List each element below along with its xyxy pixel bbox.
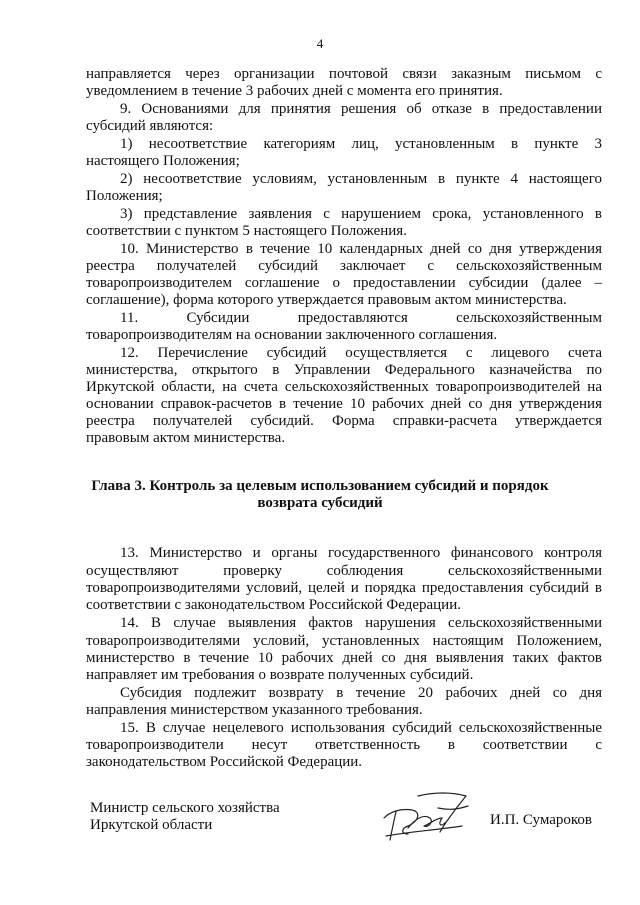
text-line: законодательством Российской Федерации. — [86, 754, 363, 770]
text-line: товаропроизводителем соглашение о предоставлении субсидии (далее – — [86, 275, 602, 291]
handwritten-signature — [378, 788, 474, 846]
text-line: направляется через организации почтовой связи заказным письмом с — [86, 66, 602, 82]
text-line: 2) несоответствие условиям, установленным в пункте 4 настоящего — [120, 171, 602, 187]
text-line: правовым актом министерства. — [86, 430, 286, 446]
text-line: направляет им требования о возврате полученных субсидий. — [86, 667, 474, 683]
text-line: Субсидия подлежит возврату в течение 20 рабочих дней со дня — [120, 685, 602, 701]
text-line: основании справок-расчетов в течение 10 рабочих дней со дня утверждения — [86, 396, 602, 412]
text-line: товаропроизводителями условий, установленных настоящим Положением, — [86, 633, 602, 649]
text-line: 15. В случае нецелевого использования субсидий сельскохозяйственные — [120, 720, 602, 736]
text-line: 12. Перечисление субсидий осуществляется с лицевого счета — [120, 345, 602, 361]
text-line: Иркутской области, на счета сельскохозяйственных товаропроизводителей на — [86, 379, 602, 395]
text-line: соответствии с законодательством Российской Федерации. — [86, 597, 461, 613]
text-line: настоящего Положения; — [86, 153, 240, 169]
text-line: 9. Основаниями для принятия решения об отказе в предоставлении — [120, 101, 602, 117]
page-number: 4 — [316, 36, 324, 51]
text-line: осуществляют проверку соблюдения сельскохозяйственными — [86, 563, 602, 579]
signatory-name: И.П. Сумароков — [490, 812, 593, 828]
chapter-heading-line-2: возврата субсидий — [257, 495, 383, 511]
chapter-heading-line-1: Глава 3. Контроль за целевым использованием субсидий и порядок — [91, 478, 549, 494]
text-line: министерства, открытого в Управлении Федерального казначейства по — [86, 362, 602, 378]
text-line: реестра получателей субсидий. Форма справки-расчета утверждается — [86, 413, 602, 429]
text-line: товаропроизводители несут ответственность в соответствии с — [86, 737, 602, 753]
text-line: товаропроизводителями условий, целей и порядка предоставления субсидий в — [86, 580, 602, 596]
text-line: 3) представление заявления с нарушением срока, установленного в — [120, 206, 602, 222]
text-line: товаропроизводителям на основании заключенного соглашения. — [86, 327, 498, 343]
text-line: реестра получателей субсидий заключает с сельскохозяйственным — [86, 258, 602, 274]
text-line: субсидий являются: — [86, 118, 214, 134]
signatory-position-line-2: Иркутской области — [90, 817, 213, 833]
text-line: министерство в течение 10 рабочих дней со дня выявления таких фактов — [86, 650, 602, 666]
text-line: 11. Субсидии предоставляются сельскохозяйственным — [120, 310, 602, 326]
text-line: соглашение), форма которого утверждается правовым актом министерства. — [86, 292, 567, 308]
text-line: направления министерством указанного требования. — [86, 702, 423, 718]
signatory-position-line-1: Министр сельского хозяйства — [90, 800, 280, 816]
text-line: 13. Министерство и органы государственного финансового контроля — [120, 545, 602, 561]
text-line: 10. Министерство в течение 10 календарных дней со дня утверждения — [120, 241, 602, 257]
text-line: Положения; — [86, 188, 163, 204]
text-line: 14. В случае выявления фактов нарушения сельскохозяйственными — [120, 615, 602, 631]
text-line: соответствии с пунктом 5 настоящего Положения. — [86, 223, 407, 239]
text-line: 1) несоответствие категориям лиц, установленным в пункте 3 — [120, 136, 602, 152]
text-line: уведомлением в течение 3 рабочих дней с момента его принятия. — [86, 83, 503, 99]
